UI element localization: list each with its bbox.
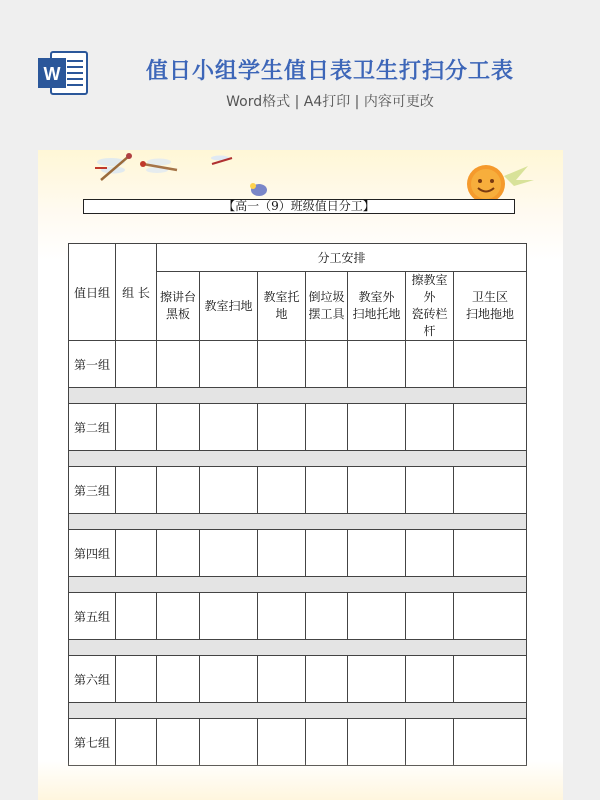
page-title: 值日小组学生值日表卫生打扫分工表 <box>145 59 514 84</box>
table-row <box>69 656 527 703</box>
duty-cell[interactable] <box>306 341 348 388</box>
duty-cell[interactable] <box>157 404 200 451</box>
duty-cell[interactable] <box>157 593 200 640</box>
header-leader: 组 长 <box>116 244 157 341</box>
page-bottom-decoration <box>38 760 563 800</box>
duty-cell[interactable] <box>157 530 200 577</box>
group-name: 第六组 <box>69 656 116 703</box>
leader-cell[interactable] <box>116 719 157 766</box>
duty-cell[interactable] <box>200 593 258 640</box>
separator-cell <box>69 388 527 404</box>
leader-cell[interactable] <box>116 530 157 577</box>
dragonfly-icon <box>93 162 109 174</box>
duty-cell[interactable] <box>306 530 348 577</box>
table-row <box>69 467 527 514</box>
table-row <box>69 719 527 766</box>
header-group: 值日组 <box>69 244 116 341</box>
group-name: 第四组 <box>69 530 116 577</box>
duty-cell[interactable] <box>406 656 454 703</box>
separator-cell <box>69 640 527 656</box>
duty-cell[interactable] <box>157 341 200 388</box>
separator-cell <box>69 577 527 593</box>
separator-row <box>69 388 527 404</box>
separator-cell <box>69 451 527 467</box>
duty-cell[interactable] <box>454 719 527 766</box>
table-row <box>69 404 527 451</box>
duty-cell[interactable] <box>348 341 406 388</box>
duty-cell[interactable] <box>406 719 454 766</box>
duty-cell[interactable] <box>406 530 454 577</box>
leader-cell[interactable] <box>116 341 157 388</box>
duty-cell[interactable] <box>406 404 454 451</box>
duty-cell[interactable] <box>258 467 306 514</box>
duty-cell[interactable] <box>348 719 406 766</box>
duty-table <box>68 243 527 766</box>
duty-cell[interactable] <box>454 341 527 388</box>
separator-row <box>69 451 527 467</box>
dragonfly-icon <box>208 150 238 170</box>
duty-cell[interactable] <box>200 467 258 514</box>
duty-cell[interactable] <box>157 719 200 766</box>
task-header: 教室托地 <box>258 272 306 341</box>
separator-row <box>69 703 527 719</box>
table-row <box>69 593 527 640</box>
duty-cell[interactable] <box>157 656 200 703</box>
duty-cell[interactable] <box>258 656 306 703</box>
header <box>0 0 600 150</box>
duty-cell[interactable] <box>454 593 527 640</box>
duty-cell[interactable] <box>454 404 527 451</box>
task-header: 教室扫地 <box>200 272 258 341</box>
duty-cell[interactable] <box>258 530 306 577</box>
duty-cell[interactable] <box>348 656 406 703</box>
table-row <box>69 530 527 577</box>
separator-cell <box>69 703 527 719</box>
duty-cell[interactable] <box>200 530 258 577</box>
task-header: 擦教室外 瓷砖栏杆 <box>406 272 454 341</box>
task-header: 卫生区 扫地拖地 <box>454 272 527 341</box>
leader-cell[interactable] <box>116 467 157 514</box>
duty-cell[interactable] <box>258 593 306 640</box>
task-header: 擦讲台 黑板 <box>157 272 200 341</box>
group-name: 第五组 <box>69 593 116 640</box>
document-page <box>38 150 563 800</box>
duty-cell[interactable] <box>258 719 306 766</box>
group-name: 第三组 <box>69 467 116 514</box>
duty-cell[interactable] <box>258 341 306 388</box>
duty-cell[interactable] <box>258 404 306 451</box>
duty-cell[interactable] <box>348 467 406 514</box>
separator-cell <box>69 514 527 530</box>
duty-cell[interactable] <box>200 656 258 703</box>
separator-row <box>69 577 527 593</box>
leader-cell[interactable] <box>116 656 157 703</box>
header-duty-arrangement: 分工安排 <box>157 244 527 272</box>
dragonfly-icon <box>133 152 183 192</box>
table-row <box>69 341 527 388</box>
leader-cell[interactable] <box>116 593 157 640</box>
duty-cell[interactable] <box>306 593 348 640</box>
group-name: 第二组 <box>69 404 116 451</box>
duty-cell[interactable] <box>306 656 348 703</box>
duty-cell[interactable] <box>406 593 454 640</box>
duty-cell[interactable] <box>406 341 454 388</box>
group-name: 第一组 <box>69 341 116 388</box>
duty-cell[interactable] <box>200 719 258 766</box>
ladybug-icon <box>248 180 270 198</box>
duty-cell[interactable] <box>200 341 258 388</box>
duty-cell[interactable] <box>348 530 406 577</box>
task-header: 倒垃圾 摆工具 <box>306 272 348 341</box>
task-header: 教室外 扫地托地 <box>348 272 406 341</box>
duty-cell[interactable] <box>454 530 527 577</box>
duty-cell[interactable] <box>454 467 527 514</box>
duty-cell[interactable] <box>157 467 200 514</box>
duty-cell[interactable] <box>306 467 348 514</box>
leader-cell[interactable] <box>116 404 157 451</box>
class-banner: 【高一（9）班级值日分工】 <box>83 199 515 214</box>
word-icon <box>37 48 89 98</box>
word-icon-letter: W <box>43 64 61 84</box>
duty-cell[interactable] <box>348 404 406 451</box>
duty-cell[interactable] <box>406 467 454 514</box>
page-subtitle: Word格式 | A4打印 | 内容可更改 <box>226 94 434 110</box>
duty-cell[interactable] <box>306 719 348 766</box>
separator-row <box>69 640 527 656</box>
duty-cell[interactable] <box>348 593 406 640</box>
duty-cell[interactable] <box>200 404 258 451</box>
group-name: 第七组 <box>69 719 116 766</box>
duty-cell[interactable] <box>454 656 527 703</box>
separator-row <box>69 514 527 530</box>
duty-cell[interactable] <box>306 404 348 451</box>
